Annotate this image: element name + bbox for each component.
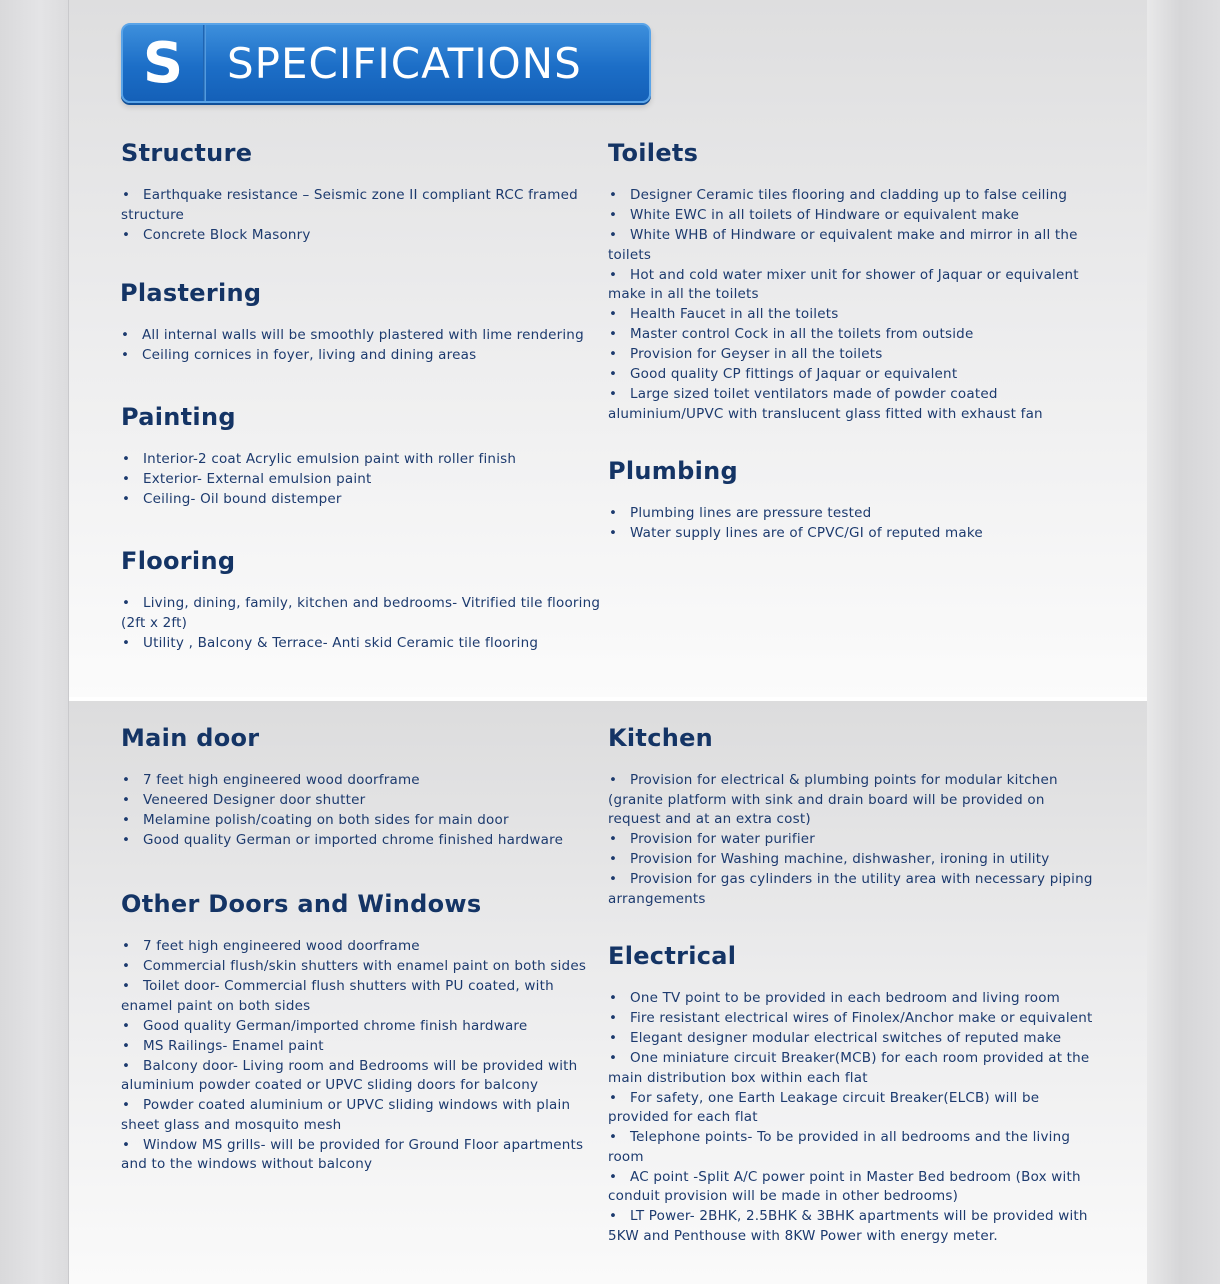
list-item-text: Toilet door- Commercial flush shutters with PU coated, with enamel paint on both sides	[121, 978, 554, 1014]
bullet-icon: •	[609, 831, 618, 847]
section-title: Painting	[121, 403, 236, 431]
list-item-text: One TV point to be provided in each bedroom and living room	[630, 990, 1061, 1006]
spec-page	[68, 0, 1146, 1284]
list-item	[608, 1009, 1098, 1029]
bullet-icon: •	[122, 772, 131, 788]
list-item	[608, 385, 1098, 424]
list-item	[608, 1168, 1098, 1207]
list-item-text: Telephone points- To be provided in all bedrooms and the living room	[608, 1129, 1071, 1165]
item-list	[120, 326, 600, 366]
bullet-icon: •	[122, 1057, 131, 1074]
list-item-text: Ceiling- Oil bound distemper	[143, 491, 342, 507]
bullet-icon: •	[122, 1017, 131, 1034]
bullet-icon: •	[122, 792, 131, 808]
list-item	[608, 206, 1098, 226]
list-item	[121, 791, 601, 811]
banner-title: SPECIFICATIONS	[227, 38, 582, 88]
bullet-icon: •	[122, 226, 131, 243]
section-painting	[121, 402, 601, 510]
bullet-icon: •	[122, 958, 131, 974]
list-item-text: Good quality CP fittings of Jaquar or equivalent	[630, 366, 958, 382]
bullet-icon: •	[122, 1136, 131, 1153]
list-item	[121, 1037, 595, 1057]
bullet-icon: •	[609, 306, 618, 322]
bullet-icon: •	[122, 471, 131, 487]
item-list	[121, 771, 601, 851]
list-item	[121, 470, 601, 490]
bullet-icon: •	[121, 347, 130, 363]
section-title: Toilets	[608, 139, 699, 167]
section-title: Plastering	[120, 279, 262, 307]
bullet-icon: •	[609, 266, 618, 283]
section-toilets	[608, 138, 1098, 425]
list-item-text: Interior-2 coat Acrylic emulsion paint with roller finish	[143, 451, 517, 467]
list-item-text: Designer Ceramic tiles flooring and cladding up to false ceiling	[630, 187, 1068, 203]
list-item-text: Ceiling cornices in foyer, living and dining areas	[142, 347, 477, 363]
list-item-text: Health Faucet in all the toilets	[630, 306, 839, 322]
list-item	[121, 1136, 595, 1175]
section-main-door	[121, 723, 601, 851]
item-list	[121, 594, 603, 653]
list-item	[121, 226, 601, 246]
list-item	[121, 490, 601, 510]
list-item-text: Hot and cold water mixer unit for shower of Jaquar or equivalent make in all the toilets	[608, 266, 1079, 302]
list-item-text: Earthquake resistance – Seismic zone II compliant RCC framed structure	[121, 187, 578, 223]
list-item-text: 7 feet high engineered wood doorframe	[143, 938, 420, 954]
list-item	[121, 450, 601, 470]
list-item-text: Provision for gas cylinders in the utility area with necessary piping arrangements	[608, 871, 1093, 907]
list-item-text: Good quality German or imported chrome finished hardware	[143, 832, 564, 848]
section-plumbing	[608, 456, 1098, 544]
list-item-text: Provision for Washing machine, dishwasher, ironing in utility	[630, 851, 1050, 867]
section-title: Main door	[121, 724, 260, 752]
list-item-text: Water supply lines are of CPVC/GI of reputed make	[630, 525, 983, 541]
item-list	[121, 937, 595, 1175]
item-list	[608, 186, 1098, 424]
list-item	[608, 870, 1098, 909]
list-item	[121, 937, 595, 957]
list-item-text: White WHB of Hindware or equivalent make and mirror in all the toilets	[608, 227, 1078, 263]
list-item-text: 7 feet high engineered wood doorframe	[143, 772, 420, 788]
bullet-icon: •	[609, 1050, 618, 1066]
list-item	[608, 325, 1098, 345]
list-item	[121, 977, 595, 1016]
section-title: Kitchen	[608, 724, 714, 752]
item-list	[121, 450, 601, 510]
bullet-icon: •	[609, 871, 618, 887]
bullet-icon: •	[122, 634, 131, 651]
bullet-icon: •	[122, 595, 131, 611]
bullet-icon: •	[609, 1089, 618, 1106]
list-item-text: Window MS grills- will be provided for Ground Floor apartments and to the windows without balcony	[121, 1136, 584, 1172]
section-title: Electrical	[608, 942, 737, 970]
list-item-text: All internal walls will be smoothly plastered with lime rendering	[142, 327, 584, 343]
bullet-icon: •	[609, 1208, 618, 1224]
banner-letter: S	[142, 30, 184, 96]
list-item-text: Plumbing lines are pressure tested	[630, 505, 872, 521]
bullet-icon: •	[122, 938, 131, 954]
list-item-text: Provision for Geyser in all the toilets	[630, 346, 883, 362]
list-item	[608, 345, 1098, 365]
bullet-icon: •	[122, 187, 131, 203]
bullet-icon: •	[609, 346, 618, 362]
list-item	[608, 989, 1098, 1009]
bullet-icon: •	[609, 990, 618, 1006]
bullet-icon: •	[609, 1010, 618, 1026]
list-item	[608, 524, 1098, 544]
list-item-text: Good quality German/imported chrome finish hardware	[143, 1017, 528, 1034]
list-item	[121, 1096, 595, 1135]
list-item-text: Exterior- External emulsion paint	[143, 471, 372, 487]
list-item-text: Fire resistant electrical wires of Finolex/Anchor make or equivalent	[630, 1010, 1093, 1026]
section-kitchen	[608, 723, 1098, 910]
specifications-banner	[121, 23, 651, 103]
list-item	[121, 771, 601, 791]
list-item	[608, 1128, 1098, 1167]
bullet-icon: •	[122, 1037, 131, 1054]
list-item-text: Large sized toilet ventilators made of powder coated aluminium/UPVC with translucent glass fitted with exhaust fan	[608, 386, 1043, 422]
list-item	[608, 1089, 1098, 1128]
bullet-icon: •	[609, 772, 618, 788]
list-item-text: Provision for electrical & plumbing points for modular kitchen (granite platform with sink and drain board will be provided on request and at an extra cost)	[608, 772, 1058, 827]
bullet-icon: •	[609, 851, 618, 867]
list-item	[121, 831, 601, 851]
item-list	[121, 186, 601, 245]
bullet-icon: •	[609, 207, 618, 223]
list-item	[121, 811, 601, 831]
list-item	[121, 1017, 595, 1037]
item-list	[608, 989, 1098, 1246]
list-item-text: Concrete Block Masonry	[143, 226, 311, 243]
list-item-text: AC point -Split A/C power point in Master Bed bedroom (Box with conduit provision will be made in other bedrooms)	[608, 1168, 1081, 1204]
bullet-icon: •	[609, 326, 618, 342]
list-item	[608, 266, 1098, 305]
list-item-text: Veneered Designer door shutter	[143, 792, 366, 808]
bullet-icon: •	[609, 1030, 618, 1046]
bullet-icon: •	[122, 1097, 131, 1113]
list-item	[608, 850, 1098, 870]
list-item	[608, 186, 1098, 206]
bullet-icon: •	[609, 525, 618, 541]
list-item	[608, 365, 1098, 385]
list-item	[608, 305, 1098, 325]
list-item-text: MS Railings- Enamel paint	[143, 1037, 324, 1054]
list-item-text: LT Power- 2BHK, 2.5BHK & 3BHK apartments will be provided with 5KW and Penthouse with 8KW Power with energy meter.	[608, 1208, 1088, 1244]
bullet-icon: •	[609, 386, 618, 402]
section-flooring	[121, 546, 603, 654]
section-other-doors	[121, 889, 595, 1175]
list-item	[608, 1049, 1098, 1088]
list-item	[121, 634, 603, 654]
list-item-text: One miniature circuit Breaker(MCB) for each room provided at the main distribution box within each flat	[608, 1050, 1090, 1086]
list-item	[121, 186, 601, 225]
bullet-icon: •	[122, 832, 131, 848]
list-item-text: Powder coated aluminium or UPVC sliding windows with plain sheet glass and mosquito mesh	[121, 1097, 571, 1133]
bullet-icon: •	[609, 187, 618, 203]
section-title: Other Doors and Windows	[121, 890, 482, 918]
section-plastering	[120, 278, 600, 366]
bullet-icon: •	[609, 1168, 618, 1185]
section-title: Structure	[121, 139, 253, 167]
list-item	[121, 1057, 595, 1096]
list-item	[608, 1029, 1098, 1049]
section-electrical	[608, 941, 1098, 1247]
list-item-text: White EWC in all toilets of Hindware or equivalent make	[630, 207, 1020, 223]
banner-separator	[203, 25, 206, 101]
list-item-text: Commercial flush/skin shutters with enamel paint on both sides	[143, 958, 587, 974]
list-item-text: Master control Cock in all the toilets from outside	[630, 326, 974, 342]
list-item-text: Provision for water purifier	[630, 831, 816, 847]
list-item	[121, 594, 603, 633]
bullet-icon: •	[122, 812, 131, 828]
list-item	[608, 830, 1098, 850]
list-item-text: Melamine polish/coating on both sides for main door	[143, 812, 509, 828]
list-item-text: Utility , Balcony & Terrace- Anti skid Ceramic tile flooring	[143, 634, 539, 651]
bullet-icon: •	[122, 978, 131, 994]
bullet-icon: •	[609, 1129, 618, 1145]
list-item-text: Elegant designer modular electrical switches of reputed make	[630, 1030, 1062, 1046]
item-list	[608, 771, 1098, 909]
section-structure	[121, 138, 601, 246]
panel-divider	[69, 697, 1147, 701]
list-item	[120, 326, 600, 346]
bullet-icon: •	[609, 505, 618, 521]
bullet-icon: •	[609, 366, 618, 382]
list-item-text: Balcony door- Living room and Bedrooms will be provided with aluminium powder coated or UPVC sliding doors for balcony	[121, 1057, 578, 1093]
list-item	[608, 771, 1098, 830]
list-item	[121, 957, 595, 977]
bullet-icon: •	[122, 451, 131, 467]
item-list	[608, 504, 1098, 544]
section-title: Flooring	[121, 547, 236, 575]
list-item	[608, 504, 1098, 524]
list-item-text: Living, dining, family, kitchen and bedrooms- Vitrified tile flooring (2ft x 2ft)	[121, 595, 601, 631]
bullet-icon: •	[609, 227, 618, 243]
section-title: Plumbing	[608, 457, 738, 485]
list-item	[120, 346, 600, 366]
bullet-icon: •	[121, 327, 130, 343]
list-item	[608, 1207, 1098, 1246]
list-item	[608, 226, 1098, 265]
bullet-icon: •	[122, 491, 131, 507]
list-item-text: For safety, one Earth Leakage circuit Breaker(ELCB) will be provided for each flat	[608, 1089, 1040, 1125]
